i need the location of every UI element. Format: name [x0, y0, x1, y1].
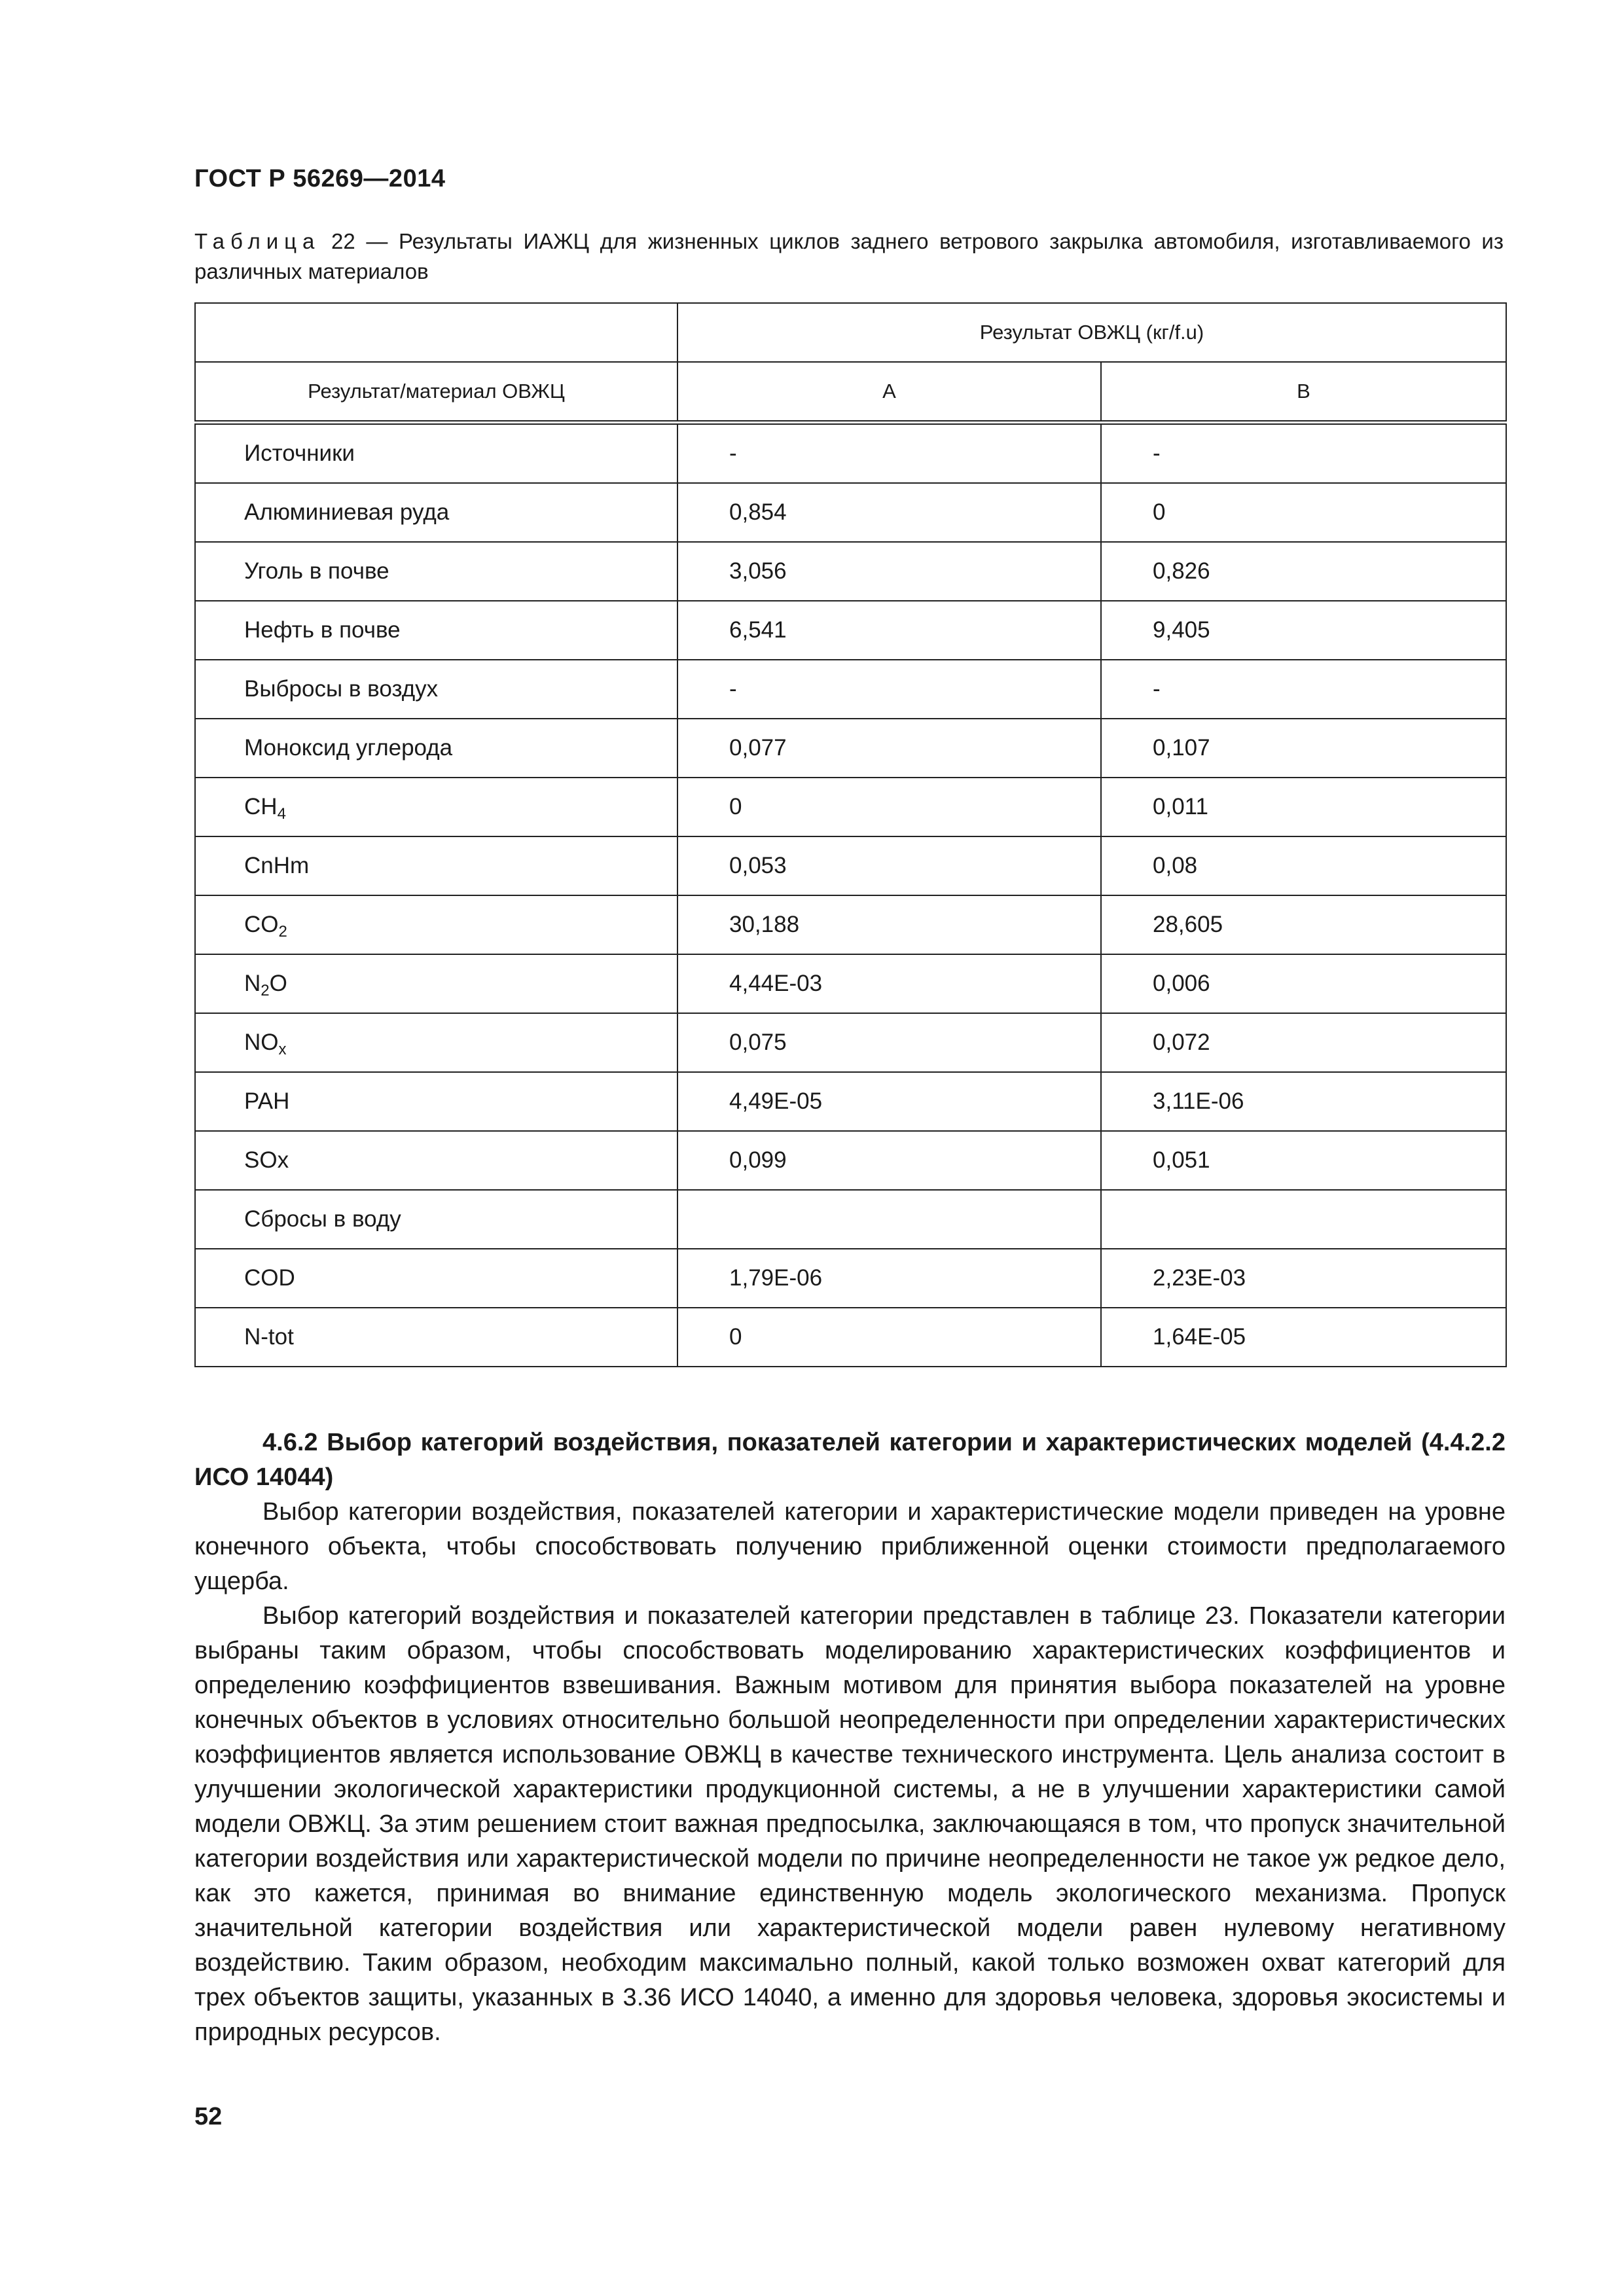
column-header-b: B [1101, 362, 1506, 423]
row-name-cell [195, 719, 677, 778]
table-row [195, 1190, 1506, 1249]
header-corner-cell [195, 303, 677, 362]
row-name-cell [195, 542, 677, 601]
value-cell-b [1101, 1190, 1506, 1249]
table-row [195, 660, 1506, 719]
value-cell-b: 3,11E-06 [1101, 1072, 1506, 1131]
value-cell-a: 4,49E-05 [677, 1072, 1101, 1131]
value-cell-a: 6,541 [677, 601, 1101, 660]
table-caption-label: Таблица [194, 229, 321, 253]
row-name-cell [195, 836, 677, 895]
row-name-cell [195, 483, 677, 542]
row-name-cell [195, 895, 677, 954]
row-name-cell [195, 660, 677, 719]
value-cell-a: 4,44E-03 [677, 954, 1101, 1013]
value-cell-b: - [1101, 423, 1506, 484]
row-name-cell [195, 1013, 677, 1072]
row-name: NO [244, 1030, 279, 1055]
value-cell-a [677, 1190, 1101, 1249]
value-cell-a: 0,075 [677, 1013, 1101, 1072]
row-name: Нефть в почве [244, 617, 401, 643]
table-row [195, 1072, 1506, 1131]
row-name: Выбросы в воздух [244, 676, 439, 702]
row-name-cell [195, 423, 677, 484]
row-name: Уголь в почве [244, 558, 389, 584]
row-name-cell [195, 778, 677, 836]
results-table [194, 302, 1507, 1367]
row-label-header: Результат/материал ОВЖЦ [195, 362, 677, 423]
table-row [195, 601, 1506, 660]
row-name: N-tot [244, 1324, 294, 1350]
table-row [195, 1013, 1506, 1072]
table-row [195, 719, 1506, 778]
row-name: Моноксид углерода [244, 735, 453, 761]
row-name-suffix: O [269, 971, 287, 996]
row-name-cell [195, 1131, 677, 1190]
value-cell-b: 0,08 [1101, 836, 1506, 895]
group-header: Результат ОВЖЦ (кг/f.u) [677, 303, 1506, 362]
row-name: Источники [244, 440, 355, 466]
value-cell-b: 0 [1101, 483, 1506, 542]
row-name: SOx [244, 1147, 289, 1173]
value-cell-b: 2,23E-03 [1101, 1249, 1506, 1308]
row-name-subscript: x [278, 1041, 287, 1058]
table-row [195, 423, 1506, 484]
row-name: PAH [244, 1088, 290, 1114]
table-caption [194, 226, 1504, 287]
value-cell-b: 9,405 [1101, 601, 1506, 660]
value-cell-a: 0,077 [677, 719, 1101, 778]
row-name: CH [244, 794, 278, 819]
value-cell-b: 28,605 [1101, 895, 1506, 954]
row-name: Сбросы в воду [244, 1206, 401, 1232]
table-row [195, 1249, 1506, 1308]
row-name-cell [195, 1249, 677, 1308]
page-number: 52 [194, 2103, 223, 2130]
row-name-subscript: 4 [277, 805, 286, 823]
table-caption-number: 22 [331, 229, 355, 253]
value-cell-b: 0,107 [1101, 719, 1506, 778]
row-name-cell [195, 601, 677, 660]
value-cell-b: 0,011 [1101, 778, 1506, 836]
value-cell-a: 1,79E-06 [677, 1249, 1101, 1308]
document-header: ГОСТ Р 56269—2014 [194, 165, 446, 192]
value-cell-a: 0,854 [677, 483, 1101, 542]
table-row [195, 895, 1506, 954]
section-title: 4.6.2 Выбор категорий воздействия, показателей категории и характеристических моделей (4.4.2.2 ИСО 14044) [194, 1429, 1506, 1491]
table-row [195, 836, 1506, 895]
row-name-cell [195, 1190, 677, 1249]
paragraph-1: Выбор категории воздействия, показателей категории и характеристические модели приведен на уровне конечного объекта, чтобы способствовать получению приближенной оценки стоимости предполагаемого ущерба. [194, 1498, 1506, 1595]
table-row [195, 778, 1506, 836]
section-body [194, 1426, 1506, 2050]
table-row [195, 1308, 1506, 1367]
value-cell-b: 0,826 [1101, 542, 1506, 601]
value-cell-b: 1,64E-05 [1101, 1308, 1506, 1367]
row-name: CO [244, 912, 279, 937]
table-caption-text: — Результаты ИАЖЦ для жизненных циклов заднего ветрового закрылка автомобиля, изготавливаемого из различных материалов [194, 229, 1504, 283]
column-header-a: A [677, 362, 1101, 423]
table-body [195, 423, 1506, 1367]
paragraph-2: Выбор категорий воздействия и показателей категории представлен в таблице 23. Показатели категории выбраны таким образом, чтобы способствовать моделированию характеристических коэффициентов и определению коэффициентов взвешивания. Важным мотивом для принятия выбора показателей на уровне конечных объектов в условиях относительно большой неопределенности при определении характеристических коэффициентов является использование ОВЖЦ в качестве технического инструмента. Цель анализа состоит в улучшении экологической характеристики продукционной системы, а не в улучшении характеристики самой модели ОВЖЦ. За этим решением стоит важная предпосылка, заключающаяся в том, что пропуск значительной категории воздействия или характеристической модели по причине неопределенности не такое уж редкое дело, как это кажется, принимая во внимание единственную модель экологического механизма. Пропуск значительной категории воздействия или характеристической модели равен нулевому негативному воздействию. Таким образом, необходим максимально полный, какой только возможен охват категорий для трех объектов защиты, указанных в 3.36 ИСО 14040, а именно для здоровья человека, здоровья экосистемы и природных ресурсов. [194, 1602, 1506, 2046]
row-name-cell [195, 954, 677, 1013]
value-cell-a: 30,188 [677, 895, 1101, 954]
value-cell-b: - [1101, 660, 1506, 719]
row-name: COD [244, 1265, 295, 1291]
row-name-subscript: 2 [278, 923, 287, 941]
value-cell-a: - [677, 660, 1101, 719]
row-name: N [244, 971, 261, 996]
row-name: CnHm [244, 853, 310, 878]
table-row [195, 542, 1506, 601]
value-cell-b: 0,051 [1101, 1131, 1506, 1190]
value-cell-a: - [677, 423, 1101, 484]
value-cell-a: 0,053 [677, 836, 1101, 895]
row-name-subscript: 2 [261, 982, 270, 999]
value-cell-a: 0 [677, 1308, 1101, 1367]
row-name: Алюминиевая руда [244, 499, 450, 525]
value-cell-b: 0,006 [1101, 954, 1506, 1013]
value-cell-b: 0,072 [1101, 1013, 1506, 1072]
table-row [195, 1131, 1506, 1190]
row-name-cell [195, 1072, 677, 1131]
row-name-cell [195, 1308, 677, 1367]
value-cell-a: 0 [677, 778, 1101, 836]
table-row [195, 483, 1506, 542]
table-row [195, 954, 1506, 1013]
value-cell-a: 3,056 [677, 542, 1101, 601]
value-cell-a: 0,099 [677, 1131, 1101, 1190]
